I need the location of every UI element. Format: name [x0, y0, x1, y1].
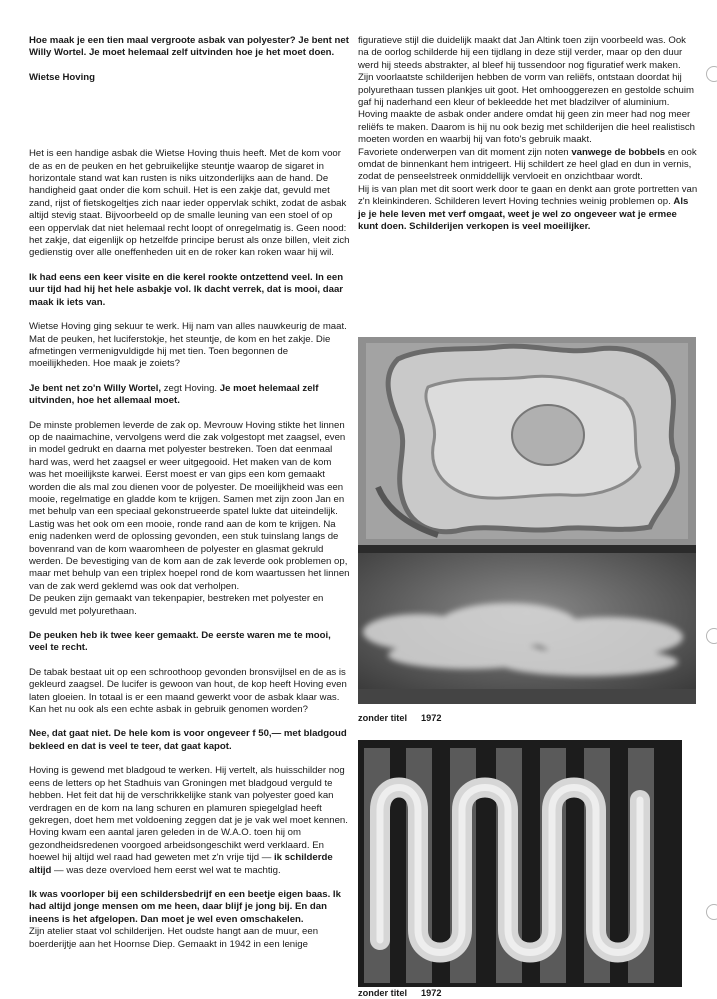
caption-title: zonder titel — [358, 713, 408, 723]
paragraph — [29, 827, 351, 877]
quote: Als je je hele leven met verf omgaat, weet je wel zo ongeveer wat je ermee kunt doen. Schilderijen verkopen is veel moeilijker. — [358, 196, 689, 233]
caption-year: 1972 — [421, 713, 442, 723]
quote: De peuken heb ik twee keer gemaakt. De eerste waren me te mooi, veel te recht. — [29, 630, 331, 654]
quote: Je bent net zo'n Willy Wortel, — [29, 382, 162, 394]
photo-caption — [358, 713, 441, 723]
quote: vanwege de bobbels — [571, 146, 666, 158]
right-column — [358, 35, 698, 234]
paragraph: De minste problemen leverde de zak op. Mevrouw Hoving stikte het linnen op de naaimachine, vervolgens werd die zak volgestopt met zaagsel, even in model gedrukt en daarna met polyester bestreken. Toen dat eenmaal hard was, werd het zaagsel er weer uitgegooid. Het maken van de kom was het moeilijkste karwei. Eerst moest er van gips een kom gemaakt worden die als mal zou dienen voor de polyester. De moeilijkheid was een mooie, regelmatige en gladde kom te krijgen. Samen met zijn zoon Jan en met behulp van een speciaal gekonstrueerde spatel lukte dat uiteindelijk. Lastig was het ook om een mooie, ronde rand aan de kom te krijgen. Na enig nadenken werd de oplossing gevonden, een stuk tuinslang langs de bovenrand van de kom waaromheen de polyester en glasmat gekruld werden. De bevestiging van de kom aan de zak leverde ook problemen op, maar met behulp van een triplex hoepel rond de kom waartussen het linnen van de zak werd geklemd was ook dat verholpen. — [29, 419, 350, 592]
paragraph: Zijn atelier staat vol schilderijen. Het oudste hangt aan de muur, een boerderijtje aan het Hoornse Diep. Gemaakt in 1942 in een lenige — [29, 926, 319, 950]
text-run: Hoving kwam een aantal jaren geleden in de W.A.O. toen hij om gezondheidsredenen voorgoed arbeidsongeschikt werd verklaard. En hoewel hij altijd wel raad had geweten met z'n vrije tijd — — [29, 827, 324, 864]
text-run: zegt Hoving. — [161, 382, 220, 394]
text-run: en ook omdat de binnenkant hem intrigeert. Hij schildert ze heel glad en dun in vernis, zodat de penseelstreek onmiddellijk vervloeit en onzichtbaar wordt. — [358, 146, 697, 183]
binder-hole — [706, 66, 717, 82]
quote: Ik was voorloper bij een schildersbedrijf en een beetje eigen baas. Ik had altijd jonge mensen om me heen, daar blijf je jong bij. En dan ineens is het afgelopen. Dan moet je wel even omschakelen. — [29, 888, 341, 925]
left-column — [29, 35, 351, 951]
serpentine-artwork-image — [358, 740, 682, 987]
binder-hole — [706, 904, 717, 920]
paragraph: Kan het nu ook als een echte asbak in gebruik genomen worden? — [29, 704, 308, 716]
quote-paragraph — [29, 383, 351, 408]
quote: Nee, dat gaat niet. De hele kom is voor ongeveer f 50,— met bladgoud bekleed en dat is veel te teer, dat gaat kapot. — [29, 728, 347, 752]
paragraph — [358, 184, 698, 234]
paragraph — [358, 147, 698, 184]
paragraph: De tabak bestaat uit op een schroothoop gevonden bronsvijlsel en de as is gekleurd zaagsel. De lucifer is gewoon van hout, de kop heeft Hoving even laten gloeien. In totaal is er een maand gewerkt voor de asbak klaar was. — [29, 666, 347, 703]
text-run: — was deze overvloed hem eerst wel wat te machtig. — [51, 864, 281, 876]
photo-caption — [358, 988, 441, 998]
text-run: Hij is van plan met dit soort werk door te gaan en denkt aan grote portretten van z'n kleinkinderen. Schilderen levert Hoving technies weinig problemen op. — [358, 183, 698, 208]
artwork-photo-relief — [358, 337, 696, 704]
paragraph: figuratieve stijl die duidelijk maakt dat Jan Altink toen zijn voorbeeld was. Ook na de oorlog schilderde hij een tijdlang in deze stijl verder, maar op den duur werd hij steeds abstrakter, al bleef hij tussendoor nog figuratief werk maken. Zijn voorlaatste schilderijen hebben de vorm van reliëfs, ontstaan doordat hij polyurethaan tussen plankjes uit goot. Het omhooggerezen en gestolde schuim gaf hij naderhand een kleur of bekleedde het met bladzilver of aluminium. Hoving maakte de asbak onder andere omdat hij geen zin meer had nog meer reliëfs te maken. Daarom is hij nu ook bezig met schilderijen die heel realistisch moeten worden en waarbij hij van foto's gebruik maakt. — [358, 35, 696, 146]
quote: ik schilderde altijd — [29, 852, 333, 876]
paragraph: Wietse Hoving ging sekuur te werk. Hij nam van alles nauwkeurig de maat. Mat de peuken, het luciferstokje, het steuntje, de kom en het zakje. Die afmetingen vermenigvuldigde hij met tien. Toen begonnen de moeilijkheden. Hoe maak je zoiets? — [29, 321, 347, 370]
artwork-photo-serpentine — [358, 740, 682, 987]
relief-artwork-image — [358, 337, 696, 704]
paragraph: De peuken zijn gemaakt van tekenpapier, bestreken met polyester en gevuld met polyurethaan. — [29, 593, 324, 617]
paragraph: Het is een handige asbak die Wietse Hoving thuis heeft. Met de kom voor de as en de peuken en het gebruikelijke steuntje waarop de sigaret in horizontale stand wat kan rusten is niks uitzonderlijks aan de hand. De handigheid gaat onder die kom schuil. Het is een zakje dat, gevuld met zand, rijst of fietskogeltjes zich naar ieder oppervlak schikt, zodat de asbak altijd stevig staat. Bijvoorbeeld op de smalle leuning van een stoel of op een oppervlak dat niet helemaal recht loopt of onregelmatig is. Geen nood: het zakje, dat eigenlijk op hetzelfde principe berust als onze billen, vleit zich gedienstig over alle oneffenheden uit en de roker kan roken waar hij wil. — [29, 148, 350, 259]
caption-title: zonder titel — [358, 988, 408, 998]
quote: Je moet helemaal zelf uitvinden, hoe het allemaal moet. — [29, 382, 319, 407]
intro-question: Hoe maak je een tien maal vergroote asbak van polyester? Je bent net Willy Wortel. Je moet helemaal zelf uitvinden hoe je het moet doen. — [29, 35, 349, 59]
text-run: Favoriete onderwerpen van dit moment zijn noten — [358, 146, 572, 158]
paragraph: Hoving is gewend met bladgoud te werken. Hij vertelt, als huisschilder nog eens de letters op het Stadhuis van Groningen met bladgoud verguld te hebben. Het feit dat hij de verschrikkelijke stank van polyester goed kan verdragen en de kom na lang schuren en plamuren spiegelglad heeft gekregen, doet hem met voldoening zeggen dat je je vak wel moet kennen. — [29, 765, 348, 826]
quote: Ik had eens een keer visite en die kerel rookte ontzettend veel. In een uur tijd had hij het hele asbakje vol. Ik dacht verrek, dat is mooi, daar maak ik iets van. — [29, 271, 344, 308]
author-name: Wietse Hoving — [29, 71, 96, 83]
binder-hole — [706, 628, 717, 644]
caption-year: 1972 — [421, 988, 442, 998]
